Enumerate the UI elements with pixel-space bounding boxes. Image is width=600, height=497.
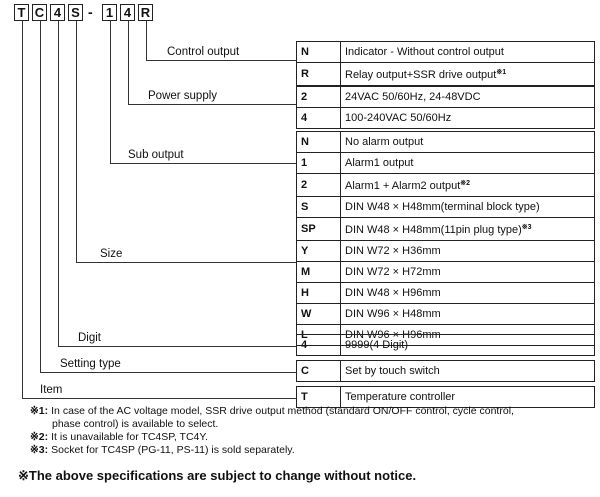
footnote-text: phase control) is available to select. — [52, 418, 219, 430]
section-label: Setting type — [60, 358, 121, 370]
code-box-6: 4 — [120, 4, 135, 21]
footnote — [30, 431, 208, 444]
option-description-text: DIN W96 × H96mm — [345, 329, 441, 341]
leader-vertical-1 — [128, 21, 129, 104]
option-description — [341, 174, 595, 197]
option-code: M — [297, 262, 341, 283]
option-table — [296, 131, 595, 197]
footnote-mark: ※3: — [30, 444, 49, 456]
option-code: 4 — [297, 335, 341, 356]
option-table — [296, 360, 595, 382]
code-box-0: T — [14, 4, 29, 21]
option-description-text: DIN W72 × H72mm — [345, 266, 441, 278]
option-row — [297, 153, 595, 174]
option-description-text: DIN W48 × H96mm — [345, 287, 441, 299]
option-description-text: No alarm output — [345, 136, 424, 148]
option-row — [297, 87, 595, 108]
leader-vertical-4 — [58, 21, 59, 346]
option-description-text: Alarm1 output — [345, 157, 414, 169]
option-description — [341, 42, 595, 63]
option-description — [341, 361, 595, 382]
footnote — [30, 405, 514, 431]
leader-vertical-2 — [110, 21, 111, 163]
footnote-marker: ※3 — [521, 224, 532, 231]
option-code: W — [297, 304, 341, 325]
code-dash: - — [88, 4, 93, 20]
option-table — [296, 41, 595, 86]
option-description-text: Temperature controller — [345, 391, 456, 403]
footnote-text: It is unavailable for TC4SP, TC4Y. — [51, 431, 208, 443]
option-row — [297, 361, 595, 382]
option-row — [297, 174, 595, 197]
leader-horizontal-1 — [128, 104, 296, 105]
leader-horizontal-3 — [76, 262, 296, 263]
option-row — [297, 283, 595, 304]
option-description — [341, 241, 595, 262]
footnote-text: Socket for TC4SP (PG-11, PS-11) is sold separately. — [51, 444, 295, 456]
option-row — [297, 241, 595, 262]
leader-horizontal-5 — [40, 372, 296, 373]
option-code: N — [297, 132, 341, 153]
option-table — [296, 196, 595, 346]
option-description-text: 24VAC 50/60Hz, 24-48VDC — [345, 91, 481, 103]
section-label: Size — [100, 248, 123, 260]
option-row — [297, 63, 595, 86]
option-code: L — [297, 325, 341, 346]
option-description-text: DIN W96 × H48mm — [345, 308, 441, 320]
footnote — [30, 444, 295, 457]
option-row — [297, 197, 595, 218]
footnote-text: In case of the AC voltage model, SSR drive output method (standard ON/OFF control, cycle control, — [51, 405, 514, 417]
option-description-text: Set by touch switch — [345, 365, 440, 377]
code-box-2: 4 — [50, 4, 65, 21]
option-description-text: Relay output+SSR drive output — [345, 69, 497, 81]
option-description-text: 100-240VAC 50/60Hz — [345, 112, 452, 124]
option-row — [297, 335, 595, 356]
section-label: Control output — [167, 46, 240, 58]
code-box-7: R — [138, 4, 153, 21]
option-table — [296, 334, 595, 356]
option-table — [296, 86, 595, 129]
leader-horizontal-2 — [110, 163, 296, 164]
option-code: S — [297, 197, 341, 218]
option-description — [341, 335, 595, 356]
option-code: 1 — [297, 153, 341, 174]
option-description-text: DIN W48 × H48mm(11pin plug type) — [345, 224, 522, 236]
leader-vertical-5 — [40, 21, 41, 372]
leader-horizontal-6 — [22, 398, 296, 399]
section-label: Digit — [78, 332, 102, 344]
option-description — [341, 63, 595, 86]
option-description — [341, 218, 595, 241]
code-box-3: S — [68, 4, 83, 21]
footnote-marker: ※2 — [460, 180, 471, 187]
option-code: 2 — [297, 87, 341, 108]
option-code: H — [297, 283, 341, 304]
option-description-text: DIN W48 × H48mm(terminal block type) — [345, 201, 540, 213]
section-label: Power supply — [148, 90, 218, 102]
leader-horizontal-0 — [146, 60, 296, 61]
option-description-text: 9999(4 Digit) — [345, 339, 408, 351]
leader-vertical-0 — [146, 21, 147, 60]
option-description — [341, 283, 595, 304]
option-code: 2 — [297, 174, 341, 197]
option-code: SP — [297, 218, 341, 241]
footnote-mark: ※2: — [30, 431, 49, 443]
option-description — [341, 197, 595, 218]
footnote-marker: ※1 — [496, 69, 507, 76]
option-description — [341, 262, 595, 283]
option-description-text: Alarm1 + Alarm2 output — [345, 180, 461, 192]
option-code: T — [297, 387, 341, 408]
footnote-mark: ※1: — [30, 405, 49, 417]
option-description — [341, 153, 595, 174]
leader-vertical-6 — [22, 21, 23, 398]
spec-change-notice: ※The above specifications are subject to change without notice. — [18, 468, 417, 483]
section-label: Sub output — [128, 149, 184, 161]
option-description — [341, 87, 595, 108]
option-row — [297, 132, 595, 153]
option-description — [341, 304, 595, 325]
option-description-text: DIN W72 × H36mm — [345, 245, 441, 257]
option-row — [297, 304, 595, 325]
code-box-5: 1 — [102, 4, 117, 21]
option-code: N — [297, 42, 341, 63]
option-row — [297, 108, 595, 129]
option-row — [297, 262, 595, 283]
option-code: Y — [297, 241, 341, 262]
leader-vertical-3 — [76, 21, 77, 262]
option-row — [297, 218, 595, 241]
option-description — [341, 108, 595, 129]
option-code: C — [297, 361, 341, 382]
option-code: 4 — [297, 108, 341, 129]
option-description — [341, 132, 595, 153]
code-box-1: C — [32, 4, 47, 21]
option-description-text: Indicator - Without control output — [345, 46, 504, 58]
leader-horizontal-4 — [58, 346, 296, 347]
section-label: Item — [40, 384, 63, 396]
option-code: R — [297, 63, 341, 86]
option-row — [297, 42, 595, 63]
